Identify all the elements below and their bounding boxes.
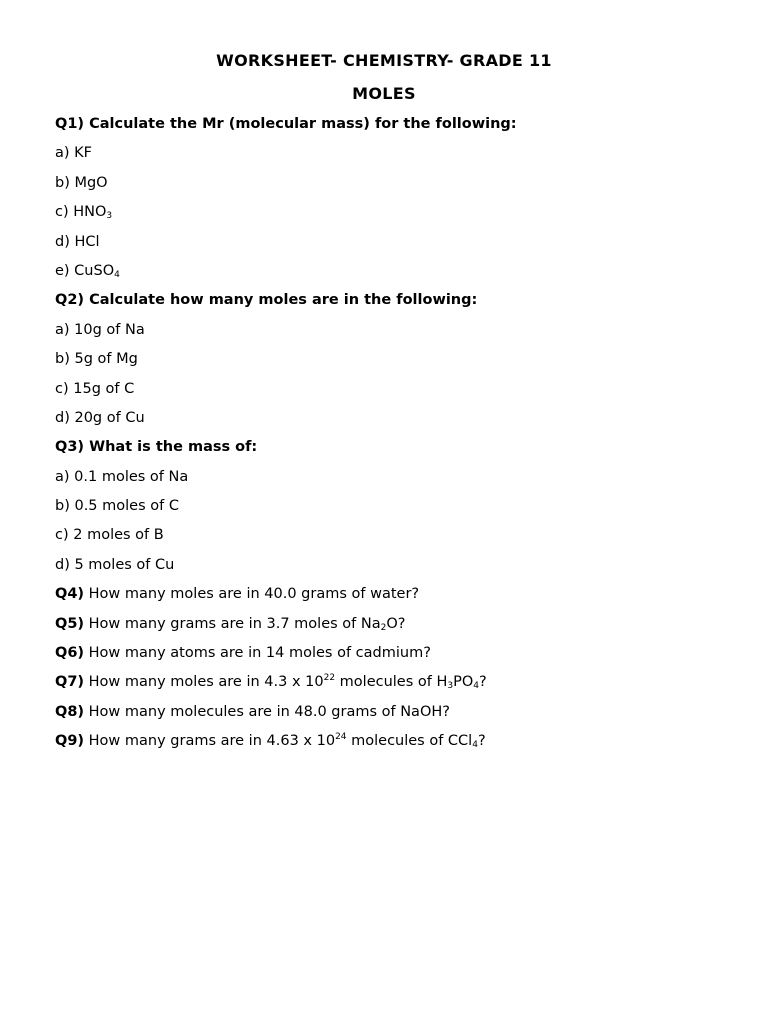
q4-question: Q4) How many moles are in 40.0 grams of water?: [55, 586, 420, 603]
q1-item-d: d) HCl: [55, 233, 100, 250]
worksheet-subtitle: MOLES: [352, 84, 416, 103]
q1-heading: Q1) Calculate the Mr (molecular mass) for the following:: [55, 116, 517, 132]
q1-item-a: a) KF: [55, 145, 93, 162]
q3-item-c: c) 2 moles of B: [55, 527, 164, 544]
q2-item-a: a) 10g of Na: [55, 321, 145, 338]
q3-item-d: d) 5 moles of Cu: [55, 556, 175, 573]
worksheet-body: [55, 114, 735, 761]
q8-question: Q8) How many molecules are in 48.0 grams of NaOH?: [55, 703, 450, 720]
q3-heading: Q3) What is the mass of:: [55, 439, 258, 456]
q2-item-b: b) 5g of Mg: [55, 351, 138, 368]
q1-item-e: e) CuSO$_4$: [55, 262, 120, 280]
q8-number: Q8): [55, 703, 85, 720]
q2-item-c: c) 15g of C: [55, 380, 135, 397]
q9-number: Q9): [55, 733, 85, 750]
q2-heading: Q2) Calculate how many moles are in the following:: [55, 292, 478, 309]
q3-item-b: b) 0.5 moles of C: [55, 498, 179, 515]
q7-number: Q7): [55, 674, 85, 691]
q5-question: Q5) How many grams are in 3.7 moles of $Na_2O$?: [55, 615, 406, 633]
worksheet-title: WORKSHEET- CHEMISTRY- GRADE 11: [216, 51, 552, 70]
q9-question: Q9) How many grams are in 4.63 x $10^{24}$ molecules of CCl$_4$?: [55, 732, 486, 751]
q3-item-a: a) 0.1 moles of Na: [55, 468, 189, 485]
q1-item-c: c) $HNO_3$: [55, 204, 113, 222]
q7-question: Q7) How many moles are in 4.3 x $10^{22}$ molecules of $H_3PO_4$?: [55, 673, 487, 692]
q5-number: Q5): [55, 615, 85, 632]
q1-item-b: b) MgO: [55, 174, 108, 191]
q4-number: Q4): [55, 586, 85, 603]
q2-item-d: d) 20g of Cu: [55, 409, 145, 426]
q6-number: Q6): [55, 645, 85, 662]
q6-question: Q6) How many atoms are in 14 moles of cadmium?: [55, 645, 431, 662]
